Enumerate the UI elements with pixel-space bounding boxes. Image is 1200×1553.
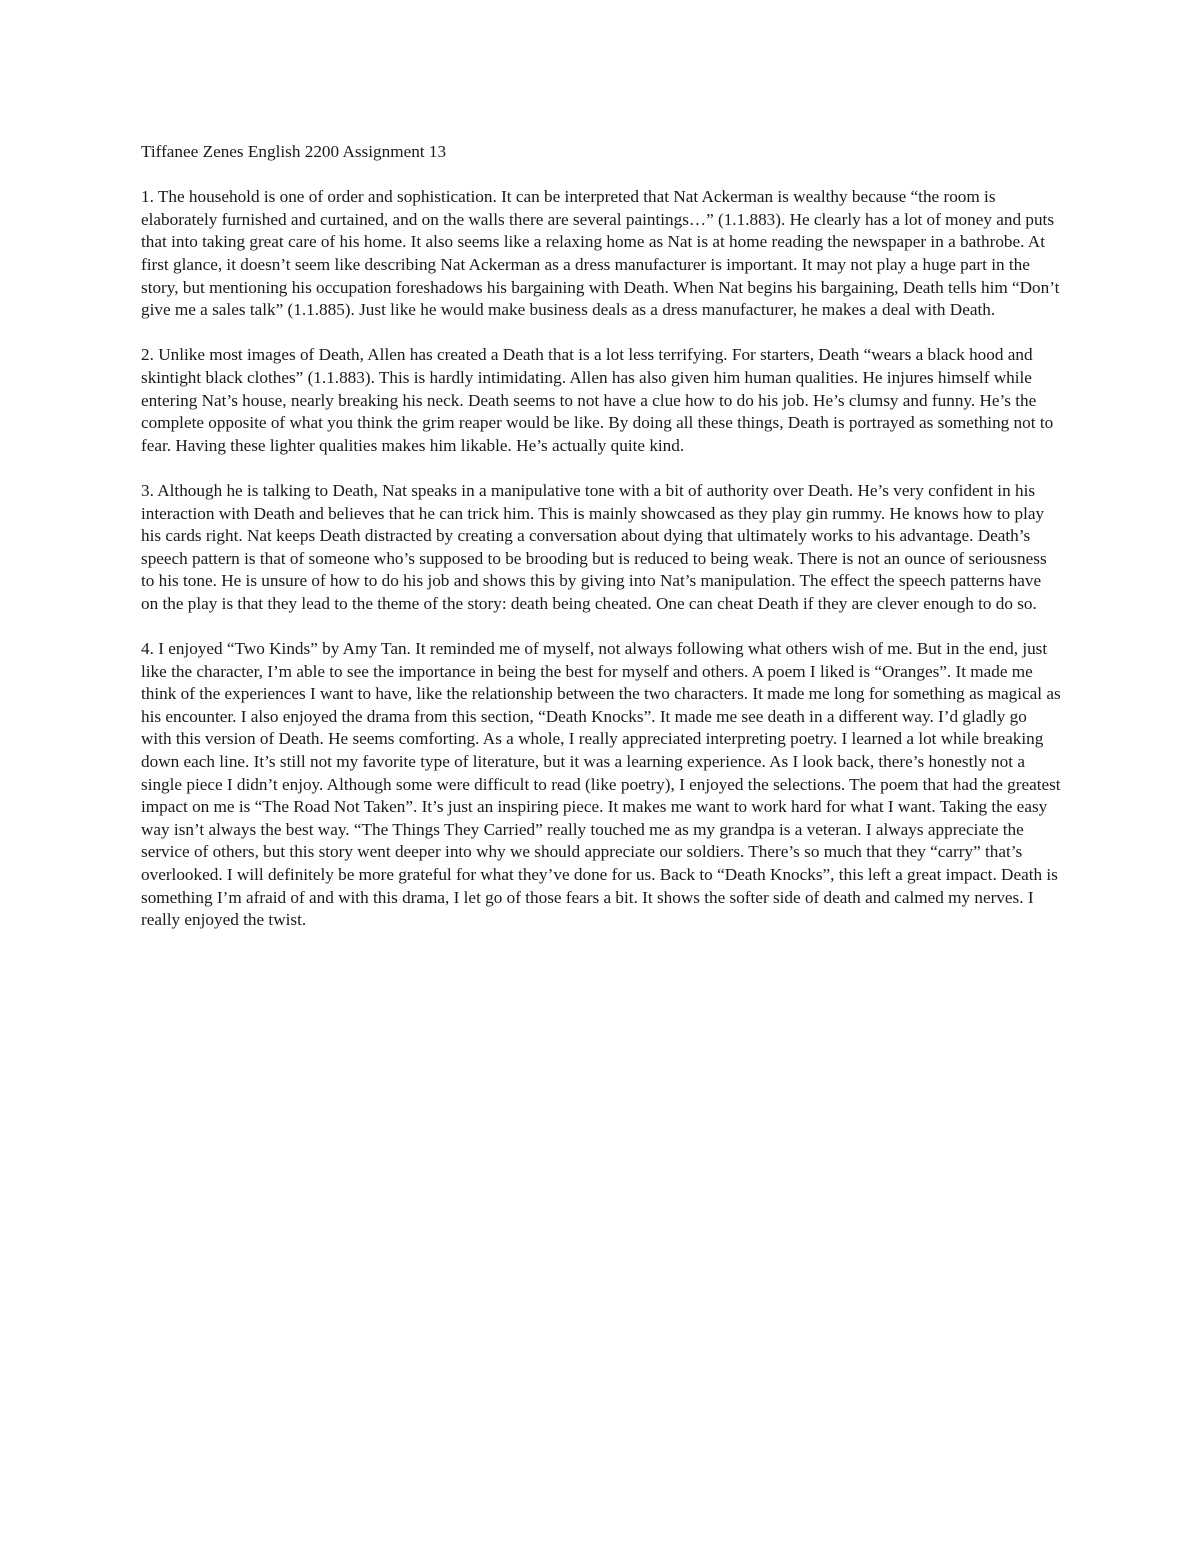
paragraph-4: 4. I enjoyed “Two Kinds” by Amy Tan. It reminded me of myself, not always following what others wish of me. But in the end, just like the character, I’m able to see the importance in being the best for myself and others. A poem I liked is “Oranges”. It made me think of the experiences I want to have, like the relationship between the two characters. It made me long for something as magical as his encounter. I also enjoyed the drama from this section, “Death Knocks”. It made me see death in a different way. I’d gladly go with this version of Death. He seems comforting. As a whole, I really appreciated interpreting poetry. I learned a lot while breaking down each line. It’s still not my favorite type of literature, but it was a learning experience. As I look back, there’s honestly not a single piece I didn’t enjoy. Although some were difficult to read (like poetry), I enjoyed the selections. The poem that had the greatest impact on me is “The Road Not Taken”. It’s just an inspiring piece. It makes me want to work hard for what I want. Taking the easy way isn’t always the best way. “The Things They Carried” really touched me as my grandpa is a veteran. I always appreciate the service of others, but this story went deeper into why we should appreciate our soldiers. There’s so much that they “carry” that’s overlooked. I will definitely be more grateful for what they’ve done for us. Back to “Death Knocks”, this left a great impact. Death is something I’m afraid of and with this drama, I let go of those fears a bit. It shows the softer side of death and calmed my nerves. I really enjoyed the twist.: [141, 639, 1061, 930]
document-page: [141, 141, 1061, 954]
document-title: Tiffanee Zenes English 2200 Assignment 13: [141, 142, 447, 161]
paragraph-2: 2. Unlike most images of Death, Allen has created a Death that is a lot less terrifying. For starters, Death “wears a black hood and skintight black clothes” (1.1.883). This is hardly intimidating. Allen has also given him human qualities. He injures himself while entering Nat’s house, nearly breaking his neck. Death seems to not have a clue how to do his job. He’s clumsy and funny. He’s the complete opposite of what you think the grim reaper would be like. By doing all these things, Death is portrayed as something not to fear. Having these lighter qualities makes him likable. He’s actually quite kind.: [141, 345, 1054, 455]
paragraph-1: 1. The household is one of order and sophistication. It can be interpreted that Nat Ackerman is wealthy because “the room is elaborately furnished and curtained, and on the walls there are several paintings…” (1.1.883). He clearly has a lot of money and puts that into taking great care of his home. It also seems like a relaxing home as Nat is at home reading the newspaper in a bathrobe. At first glance, it doesn’t seem like describing Nat Ackerman as a dress manufacturer is important. It may not play a huge part in the story, but mentioning his occupation foreshadows his bargaining with Death. When Nat begins his bargaining, Death tells him “Don’t give me a sales talk” (1.1.885). Just like he would make business deals as a dress manufacturer, he makes a deal with Death.: [141, 187, 1060, 320]
paragraph-3: 3. Although he is talking to Death, Nat speaks in a manipulative tone with a bit of authority over Death. He’s very confident in his interaction with Death and believes that he can trick him. This is mainly showcased as they play gin rummy. He knows how to play his cards right. Nat keeps Death distracted by creating a conversation about dying that ultimately works to his advantage. Death’s speech pattern is that of someone who’s supposed to be brooding but is reduced to being weak. There is not an ounce of seriousness to his tone. He is unsure of how to do his job and shows this by giving into Nat’s manipulation. The effect the speech patterns have on the play is that they lead to the theme of the story: death being cheated. One can cheat Death if they are clever enough to do so.: [141, 480, 1047, 613]
